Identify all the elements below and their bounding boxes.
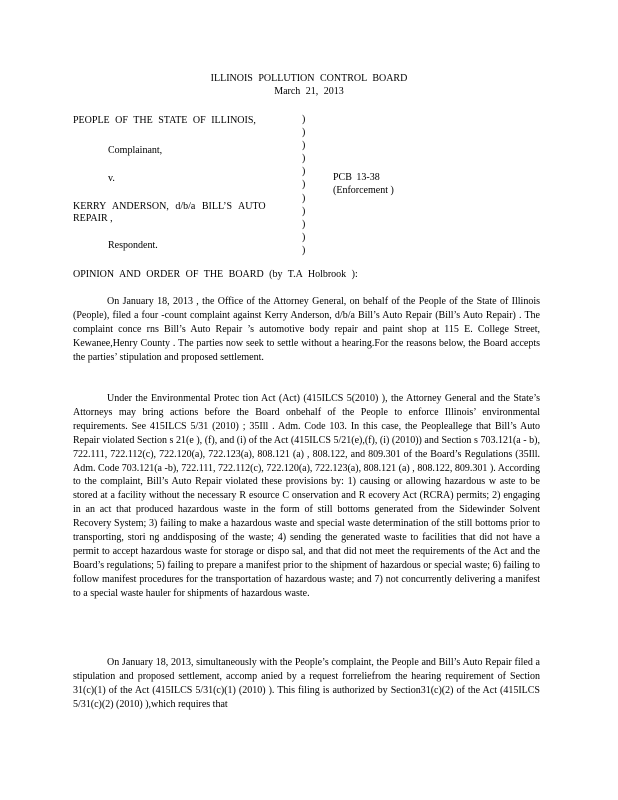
- defendant-name-line1: KERRY ANDERSON, d/b/a BILL’S AUTO: [73, 201, 266, 212]
- order-date: March 21, 2013: [274, 86, 344, 97]
- respondent-label: Respondent.: [108, 240, 158, 251]
- case-type: (Enforcement ): [333, 185, 394, 196]
- paragraph-3: On January 18, 2013, simultaneously with the People’s complaint, the People and Bill’s Auto Repair filed a stipulation and proposed settlement, accomp anied by a request forreliefrom the hearing requirement of Section 31(c)(1) of the Act (415ILCS 5/31(c)(1) (2010) ). This filing is authorized by Section31(c)(2) of the Act (415ILCS 5/31(c)(2) (2010) ),which requires that: [73, 657, 540, 710]
- caption-parentheses: ) ) ) ) ) ) ) ) ) ) ): [302, 114, 306, 256]
- plaintiff-name: PEOPLE OF THE STATE OF ILLINOIS,: [73, 115, 256, 126]
- case-number: PCB 13-38: [333, 172, 380, 183]
- board-name: ILLINOIS POLLUTION CONTROL BOARD: [210, 73, 408, 84]
- paragraph-1: On January 18, 2013 , the Office of the Attorney General, on behalf of the People of the State of Illinois (People), filed a four -count complaint against Kerry Anderson, d/b/a Bill’s Auto Repair (Bill’s Auto Repair) . The complaint conce rns Bill’s Auto Repair ’s automotive body repair and paint shop at 115 E. College Street, Kewanee,Henry County . The parties now seek to settle without a hearing.For the reasons below, the Board accepts the parties’ stipulation and proposed settlement.: [73, 296, 540, 363]
- defendant-name-line2: REPAIR ,: [73, 213, 113, 224]
- opinion-heading: OPINION AND ORDER OF THE BOARD (by T.A Holbrook ):: [73, 269, 358, 280]
- complainant-label: Complainant,: [108, 145, 163, 156]
- paragraph-2: Under the Environmental Protec tion Act (Act) (415ILCS 5(2010) ), the Attorney General and the State’s Attorneys may bring actions before the Board onbehalf of the People to enforce Illinois’ environmental requirements. See 415ILCS 5/31 (2010) ; 35Ill . Adm. Code 103. In this case, the Peopleallege that Bill’s Auto Repair violated Section s 21(e ), (f), and (i) of the Act (415ILCS 5/21(e),(f), (i) (2010)) and Section s 703.121(a - b), 722.111, 722.112(c), 722.120(a), 722.123(a), 808.121 (a) , 808.122, and 809.301 of the Board’s Regulations (35Ill. Adm. Code 703.121(a -b), 722.111, 722.112(c), 722.120(a), 722.123(a), 808.121 (a) , 808.122, 809.301 ). According to the complaint, Bill’s Auto Repair violated these provisions by: 1) causing or allowing hazardous w aste to be stored at a facility without the necessary R esource C onservation and R ecovery Act (RCRA) permits; 2) engaging in an act that produced hazardous waste in the form of still bottoms generated from the Sidewinder Solvent Recovery System; 3) failing to make a hazardous waste and special waste determination of the still bottoms prior to transporting, stori ng anddisposing of the waste; 4) sending the generated waste to facilities that did not have a permit to accept hazardous waste for storage or dispo sal, and that did not meet the requirements of the Act and the Board’s regulations; 5) failing to prepare a manifest prior to the shipment of hazardous or special waste; 6) failing to follow manifest procedures for the transportation of hazardous waste; and 7) not concurrently delivering a manifest to a special waste hauler for shipments of hazardous waste.: [73, 393, 540, 599]
- versus-label: v.: [108, 173, 115, 184]
